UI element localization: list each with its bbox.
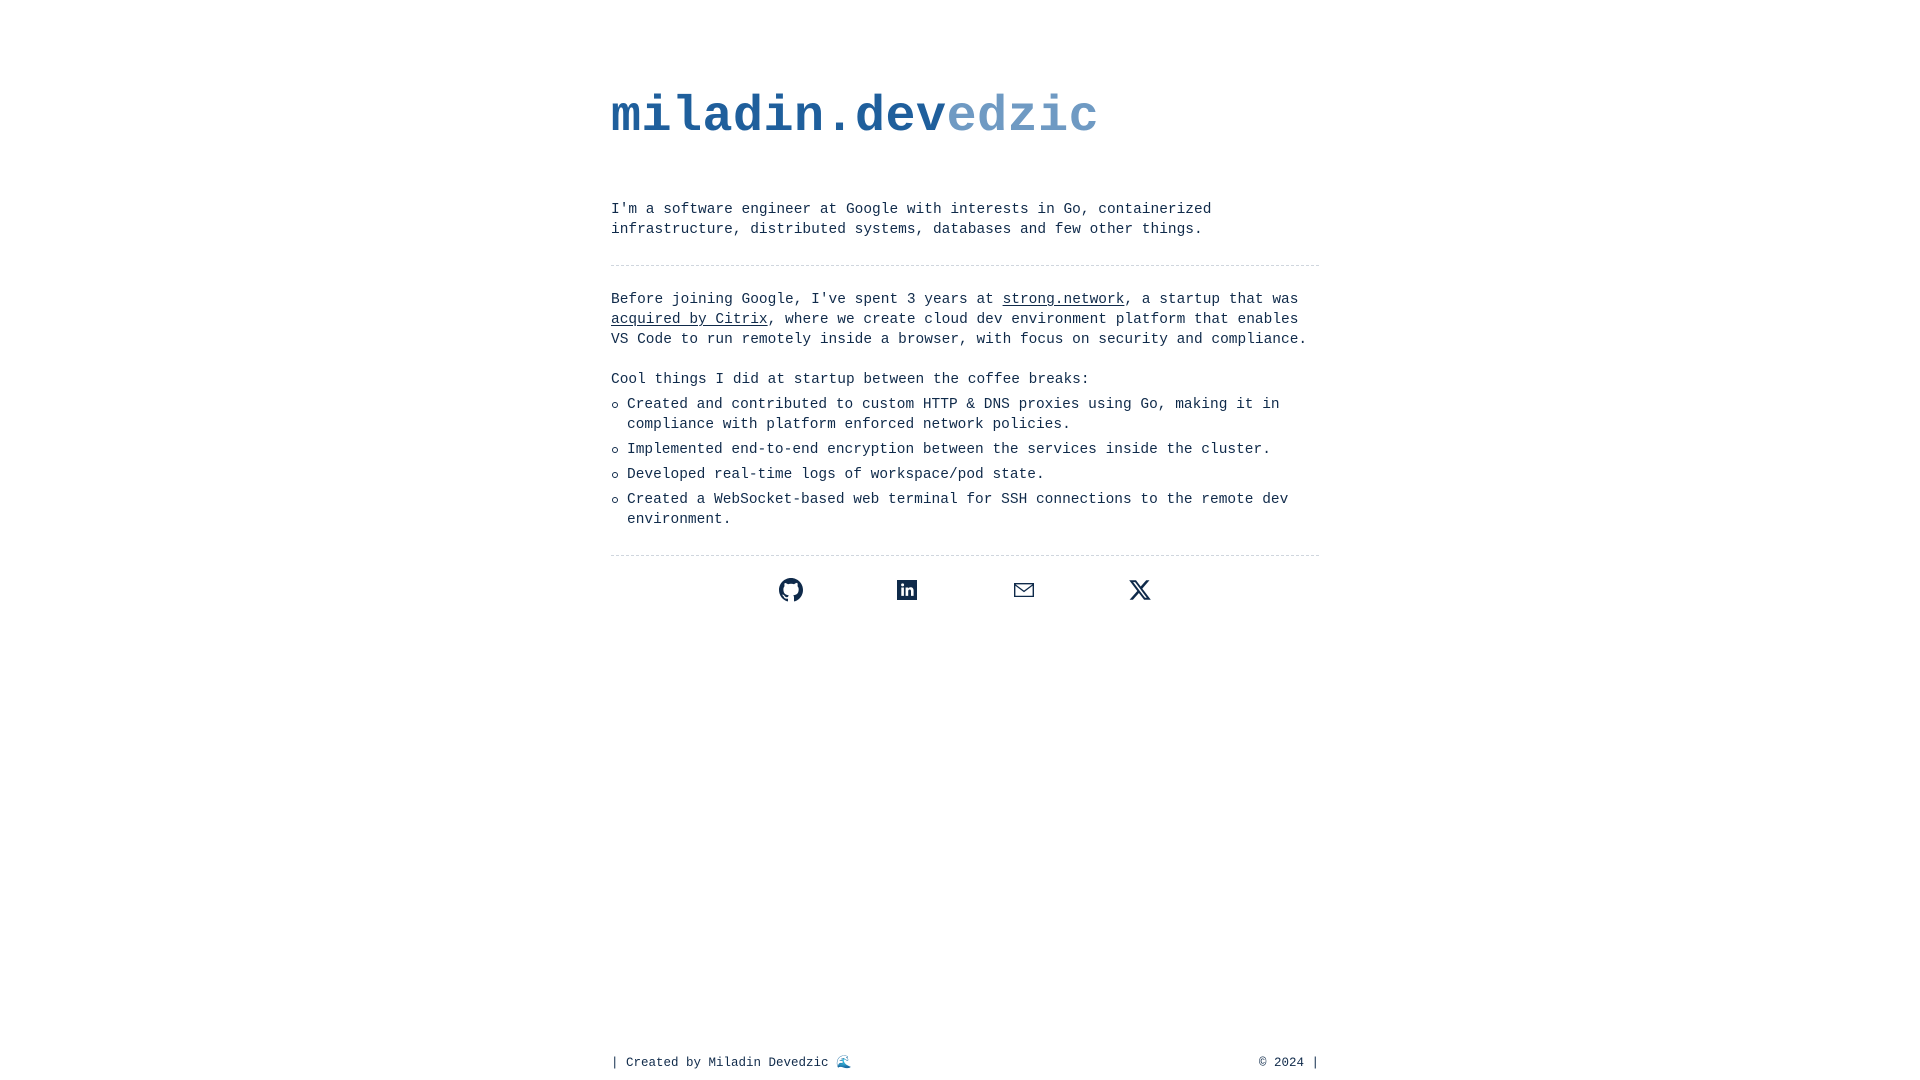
- site-title[interactable]: [611, 88, 1099, 148]
- x-icon: [1128, 578, 1152, 602]
- strong-network-link[interactable]: strong.network: [1002, 292, 1125, 308]
- divider: [611, 265, 1319, 266]
- acquired-by-citrix-link[interactable]: acquired by Citrix: [611, 312, 768, 328]
- startup-achievements-list: [611, 395, 1319, 535]
- email-link[interactable]: [1012, 578, 1036, 602]
- list-item: Developed real-time logs of workspace/pod state.: [611, 465, 1319, 485]
- bio-paragraph: [611, 290, 1319, 350]
- startup-list-intro: Cool things I did at startup between the coffee breaks:: [611, 372, 1090, 388]
- social-links: [611, 578, 1319, 604]
- footer-credit: | Created by Miladin Devedzic 🌊: [611, 1056, 852, 1070]
- site-title-faded: edzic: [946, 89, 1100, 146]
- x-link[interactable]: [1128, 578, 1152, 602]
- intro-paragraph: I'm a software engineer at Google with interests in Go, containerized infrastructure, distributed systems, databases and few other things.: [611, 202, 1212, 238]
- list-item: Created a WebSocket-based web terminal for SSH connections to the remote dev environment.: [611, 490, 1319, 530]
- email-icon: [1012, 578, 1036, 602]
- list-item: Created and contributed to custom HTTP & DNS proxies using Go, making it in compliance with platform enforced network policies.: [611, 395, 1319, 435]
- github-icon: [779, 578, 803, 602]
- github-link[interactable]: [779, 578, 803, 602]
- linkedin-icon: [895, 578, 919, 602]
- list-item: Implemented end-to-end encryption between the services inside the cluster.: [611, 440, 1319, 460]
- footer-copyright: © 2024 |: [1258, 1056, 1319, 1070]
- bio-text-2: , a startup that was: [1124, 292, 1299, 308]
- linkedin-link[interactable]: [895, 578, 919, 602]
- bio-text-1: Before joining Google, I've spent 3 years at: [611, 292, 1003, 308]
- divider: [611, 555, 1319, 556]
- page-container: [611, 0, 1319, 1080]
- bio-text-3: , where we create cloud dev environment platform that enables VS Code to run remotely inside a browser, with focus on security and compliance.: [611, 312, 1308, 348]
- site-title-strong: miladin.dev: [611, 89, 947, 146]
